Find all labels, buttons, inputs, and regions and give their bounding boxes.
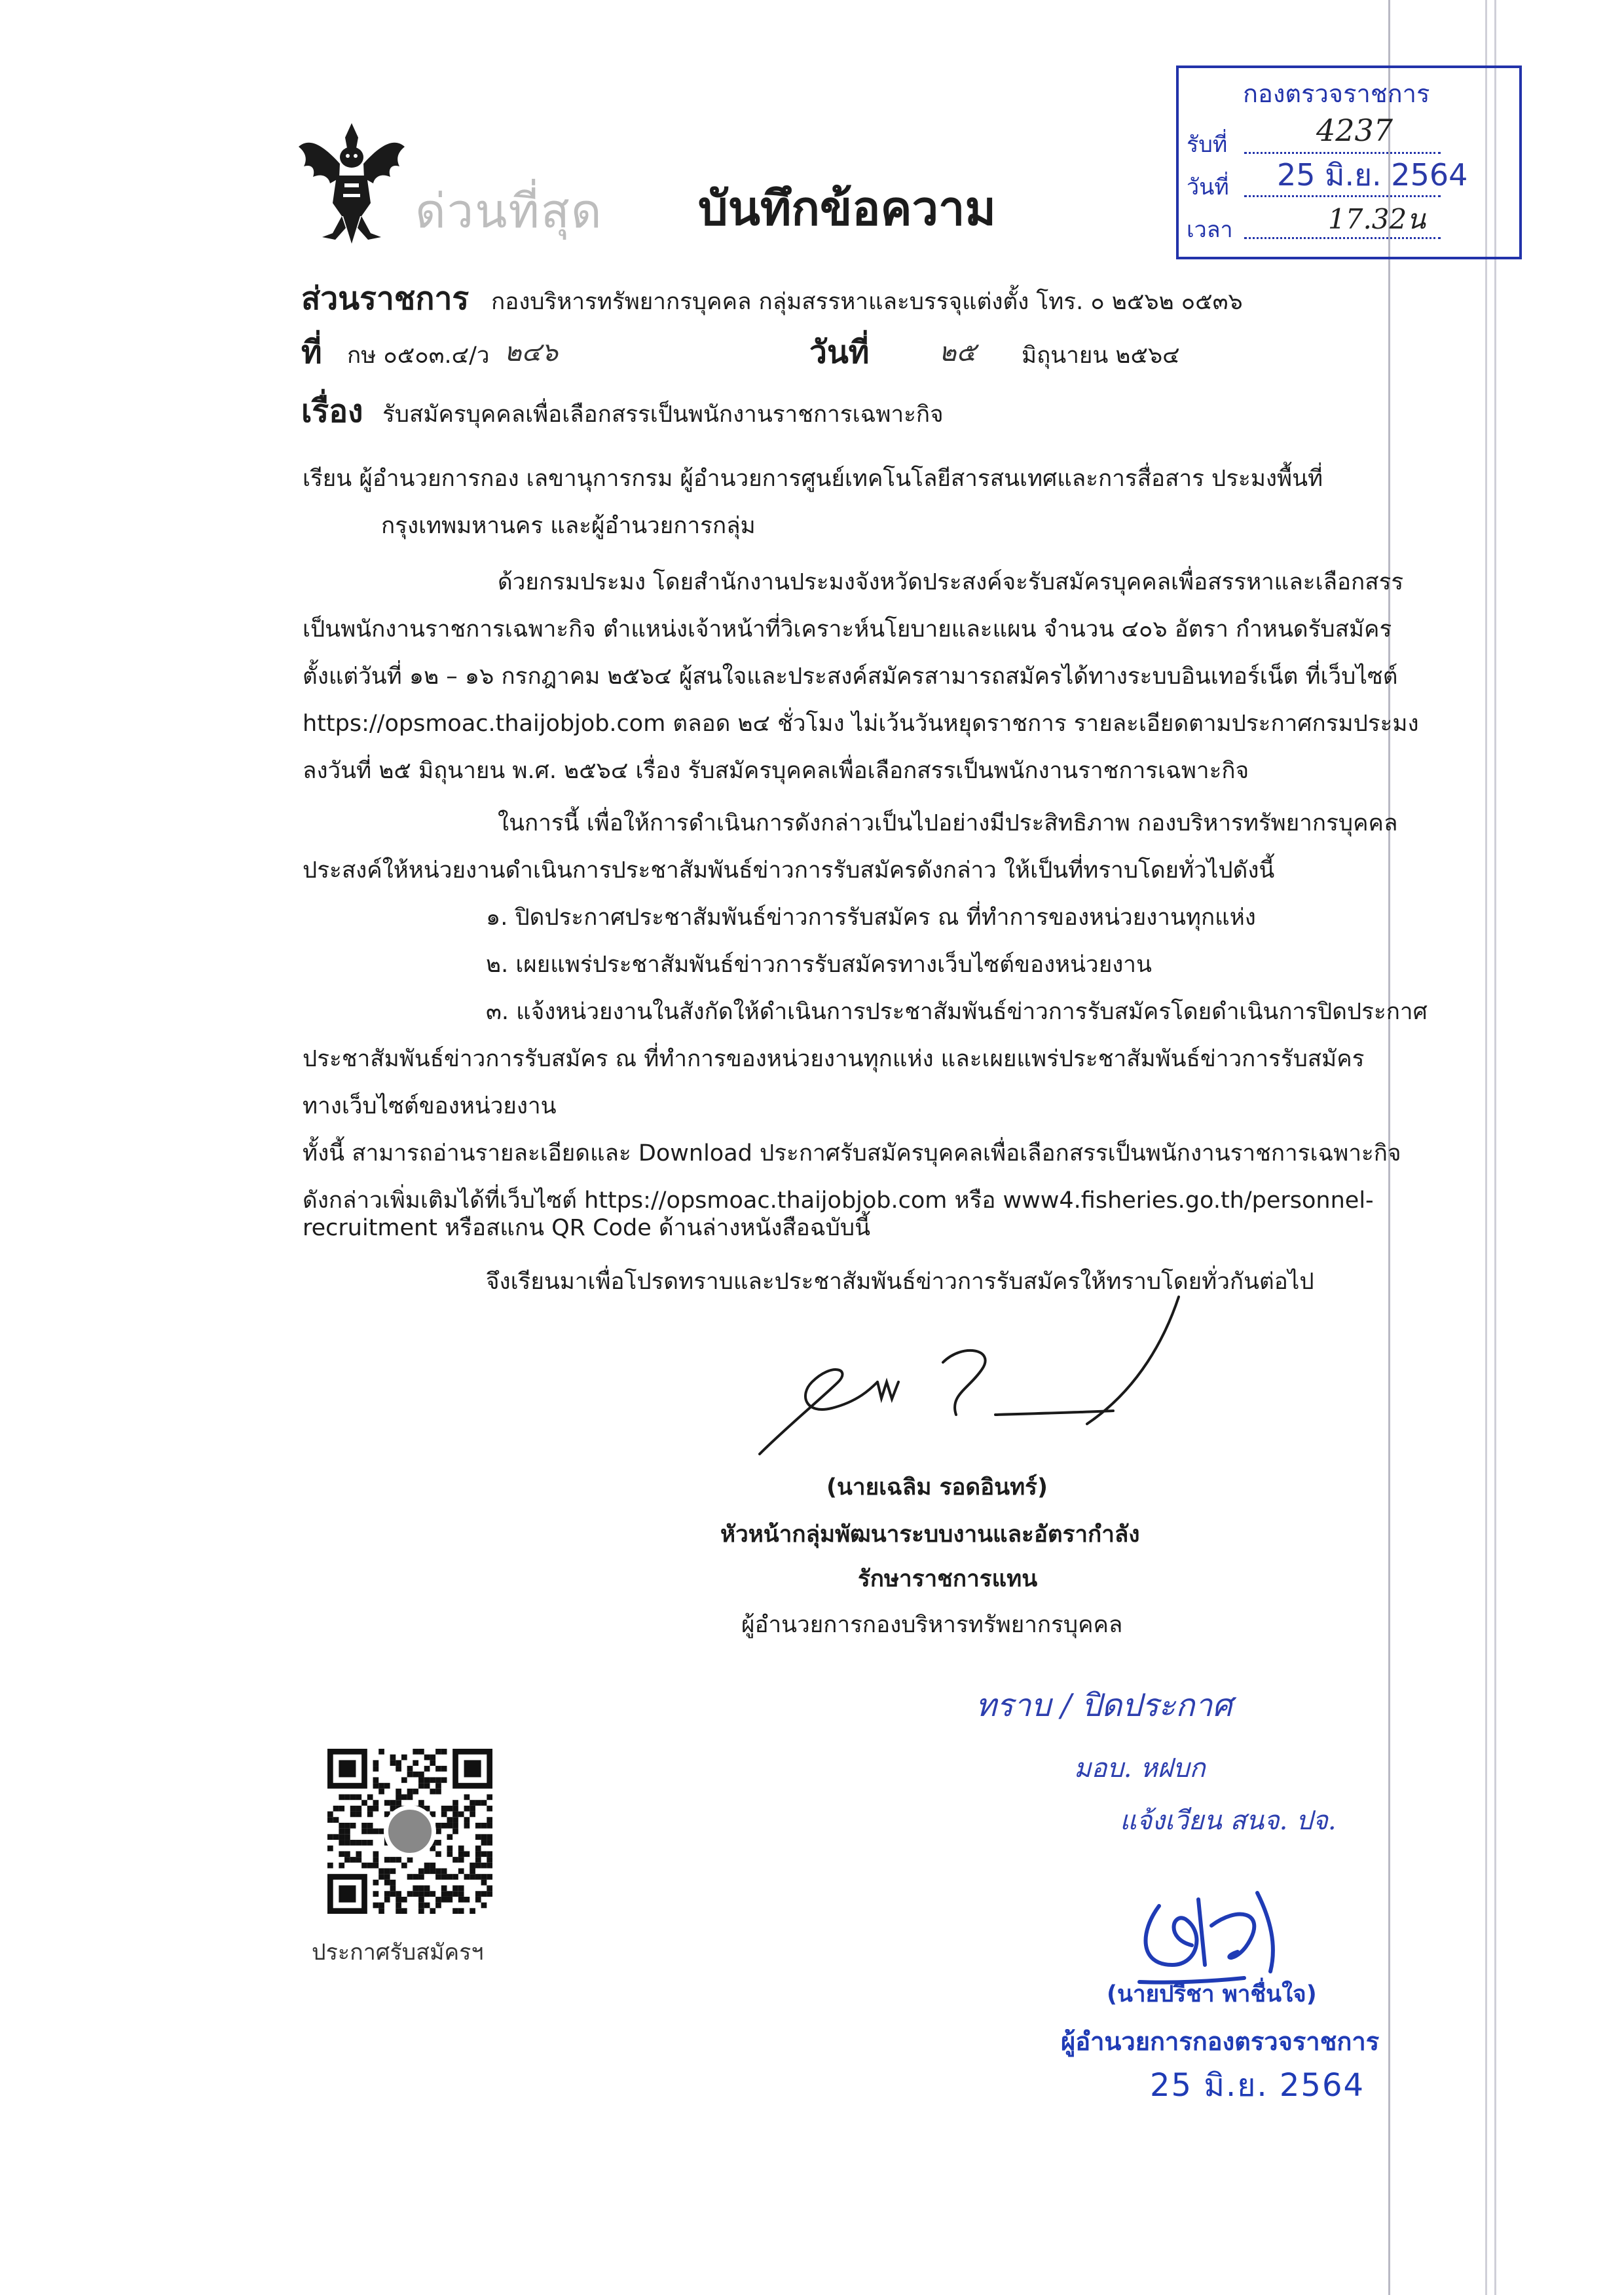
page-title: บันทึกข้อความ <box>698 181 996 236</box>
handwritten-note-line: ทราบ / ปิดประกาศ <box>976 1687 1232 1724</box>
salutation-line-2: กรุงเทพมหานคร และผู้อำนวยการกลุ่ม <box>381 513 756 539</box>
qr-code-pattern <box>327 1749 492 1914</box>
stamp-date-label: วันที่ <box>1187 174 1229 200</box>
body-p2-line: ประสงค์ให้หน่วยงานดำเนินการประชาสัมพันธ์ข่าวการรับสมัครดังกล่าว ให้เป็นที่ทราบโดยทั่วไปดังนี้ <box>303 857 1275 884</box>
agency-value: กองบริหารทรัพยากรบุคคล กลุ่มสรรหาและบรรจุแต่งตั้ง โทร. ๐ ๒๕๖๒ ๐๕๓๖ <box>491 289 1243 315</box>
handwritten-note-line: มอบ. หฝบก <box>1074 1753 1206 1783</box>
stamp-office: กองตรวจราชการ <box>1243 79 1430 108</box>
signature-chalerm <box>747 1284 1244 1480</box>
body-p3-line: ดังกล่าวเพิ่มเติมได้ที่เว็บไซต์ https://opsmoac.thaijobjob.com หรือ www4.fisheries.go.th/personnel- <box>303 1187 1374 1214</box>
ref-handwritten-number: ๒๔๖ <box>504 337 559 367</box>
body-p1-line: ตั้งแต่วันที่ ๑๒ – ๑๖ กรกฎาคม ๒๕๖๔ ผู้สนใจและประสงค์สมัครสามารถสมัครได้ทางระบบอินเทอร์เน็ต ที่เว็บไซต์ <box>303 663 1398 690</box>
body-item-1: ๑. ปิดประกาศประชาสัมพันธ์ข่าวการรับสมัคร ณ ที่ทำการของหน่วยงานทุกแห่ง <box>486 905 1256 931</box>
body-p1-line: https://opsmoac.thaijobjob.com ตลอด ๒๔ ชั่วโมง ไม่เว้นวันหยุดราชการ รายละเอียดตามประกาศกรมประมง <box>303 711 1419 737</box>
stamp-time-value: 17.32น <box>1328 203 1426 235</box>
date-label: วันที่ <box>809 334 870 371</box>
qr-code <box>327 1749 492 1914</box>
garuda-emblem <box>296 118 407 246</box>
inspector-date-stamp: 25 มิ.ย. 2564 <box>1150 2067 1365 2104</box>
signatory-acting-for: ผู้อำนวยการกองบริหารทรัพยากรบุคคล <box>741 1612 1123 1638</box>
signatory-acting: รักษาราชการแทน <box>858 1566 1038 1592</box>
salutation-line-1: เรียน ผู้อำนวยการกอง เลขานุการกรม ผู้อำนวยการศูนย์เทคโนโลยีสารสนเทศและการสื่อสาร ประมงพื้นที่ <box>303 466 1323 492</box>
agency-label: ส่วนราชการ <box>301 280 470 317</box>
body-item-2: ๒. เผยแพร่ประชาสัมพันธ์ข่าวการรับสมัครทางเว็บไซต์ของหน่วยงาน <box>486 952 1152 978</box>
ref-label: ที่ <box>301 334 322 371</box>
ref-value: กษ ๐๕๐๓.๔/ว <box>347 343 490 369</box>
body-item-3-line: ๓. แจ้งหน่วยงานในสังกัดให้ดำเนินการประชาสัมพันธ์ข่าวการรับสมัครโดยดำเนินการปิดประกาศ <box>486 999 1428 1025</box>
closing-line: จึงเรียนมาเพื่อโปรดทราบและประชาสัมพันธ์ข่าวการรับสมัครให้ทราบโดยทั่วกันต่อไป <box>486 1269 1314 1295</box>
received-stamp <box>1176 65 1522 259</box>
body-p1-line: ด้วยกรมประมง โดยสำนักงานประมงจังหวัดประสงค์จะรับสมัครบุคคลเพื่อสรรหาและเลือกสรร <box>498 569 1404 595</box>
body-item-3-line: ทางเว็บไซต์ของหน่วยงาน <box>303 1093 557 1119</box>
urgency-stamp: ด่วนที่สุด <box>415 183 603 238</box>
scan-edge-line <box>1494 0 1496 2295</box>
subject-label: เรื่อง <box>301 393 363 430</box>
inspector-name: (นายปรีชา พาชื่นใจ) <box>1107 1981 1317 2007</box>
handwritten-note-line: แจ้งเวียน สนจ. ปจ. <box>1120 1806 1337 1836</box>
stamp-received-label: รับที่ <box>1187 132 1228 158</box>
body-p3-line: recruitment หรือสแกน QR Code ด้านล่างหนังสือฉบับนี้ <box>303 1215 871 1241</box>
scan-edge-line <box>1485 0 1487 2295</box>
date-day-handwritten: ๒๕ <box>939 337 976 367</box>
signatory-position: หัวหน้ากลุ่มพัฒนาระบบงานและอัตรากำลัง <box>720 1521 1140 1548</box>
signature-preecha <box>1113 1867 1310 1998</box>
body-p2-line: ในการนี้ เพื่อให้การดำเนินการดังกล่าวเป็นไปอย่างมีประสิทธิภาพ กองบริหารทรัพยากรบุคคล <box>498 810 1398 836</box>
signatory-name: (นายเฉลิม รอดอินทร์) <box>826 1474 1048 1501</box>
inspector-position: ผู้อำนวยการกองตรวจราชการ <box>1061 2027 1380 2056</box>
body-p1-line: เป็นพนักงานราชการเฉพาะกิจ ตำแหน่งเจ้าหน้าที่วิเคราะห์นโยบายและแผน จำนวน ๔๐๖ อัตรา กำหนดรับสมัคร <box>303 616 1392 643</box>
date-month-year: มิถุนายน ๒๕๖๔ <box>1022 343 1180 369</box>
body-item-3-line: ประชาสัมพันธ์ข่าวการรับสมัคร ณ ที่ทำการของหน่วยงานทุกแห่ง และเผยแพร่ประชาสัมพันธ์ข่าวการรับสมัคร <box>303 1046 1365 1072</box>
body-p1-line: ลงวันที่ ๒๕ มิถุนายน พ.ศ. ๒๕๖๔ เรื่อง รับสมัครบุคคลเพื่อเลือกสรรเป็นพนักงานราชการเฉพาะกิจ <box>303 758 1249 784</box>
qr-caption: ประกาศรับสมัครฯ <box>312 1939 484 1966</box>
stamp-time-label: เวลา <box>1187 217 1233 243</box>
body-p3-line: ทั้งนี้ สามารถอ่านรายละเอียดและ Download ประกาศรับสมัครบุคคลเพื่อเลือกสรรเป็นพนักงานราชการเฉพาะกิจ <box>303 1140 1401 1166</box>
stamp-date-value: 25 มิ.ย. 2564 <box>1277 157 1468 193</box>
stamp-received-no: 4237 <box>1316 113 1393 148</box>
subject-value: รับสมัครบุคคลเพื่อเลือกสรรเป็นพนักงานราชการเฉพาะกิจ <box>382 401 944 428</box>
